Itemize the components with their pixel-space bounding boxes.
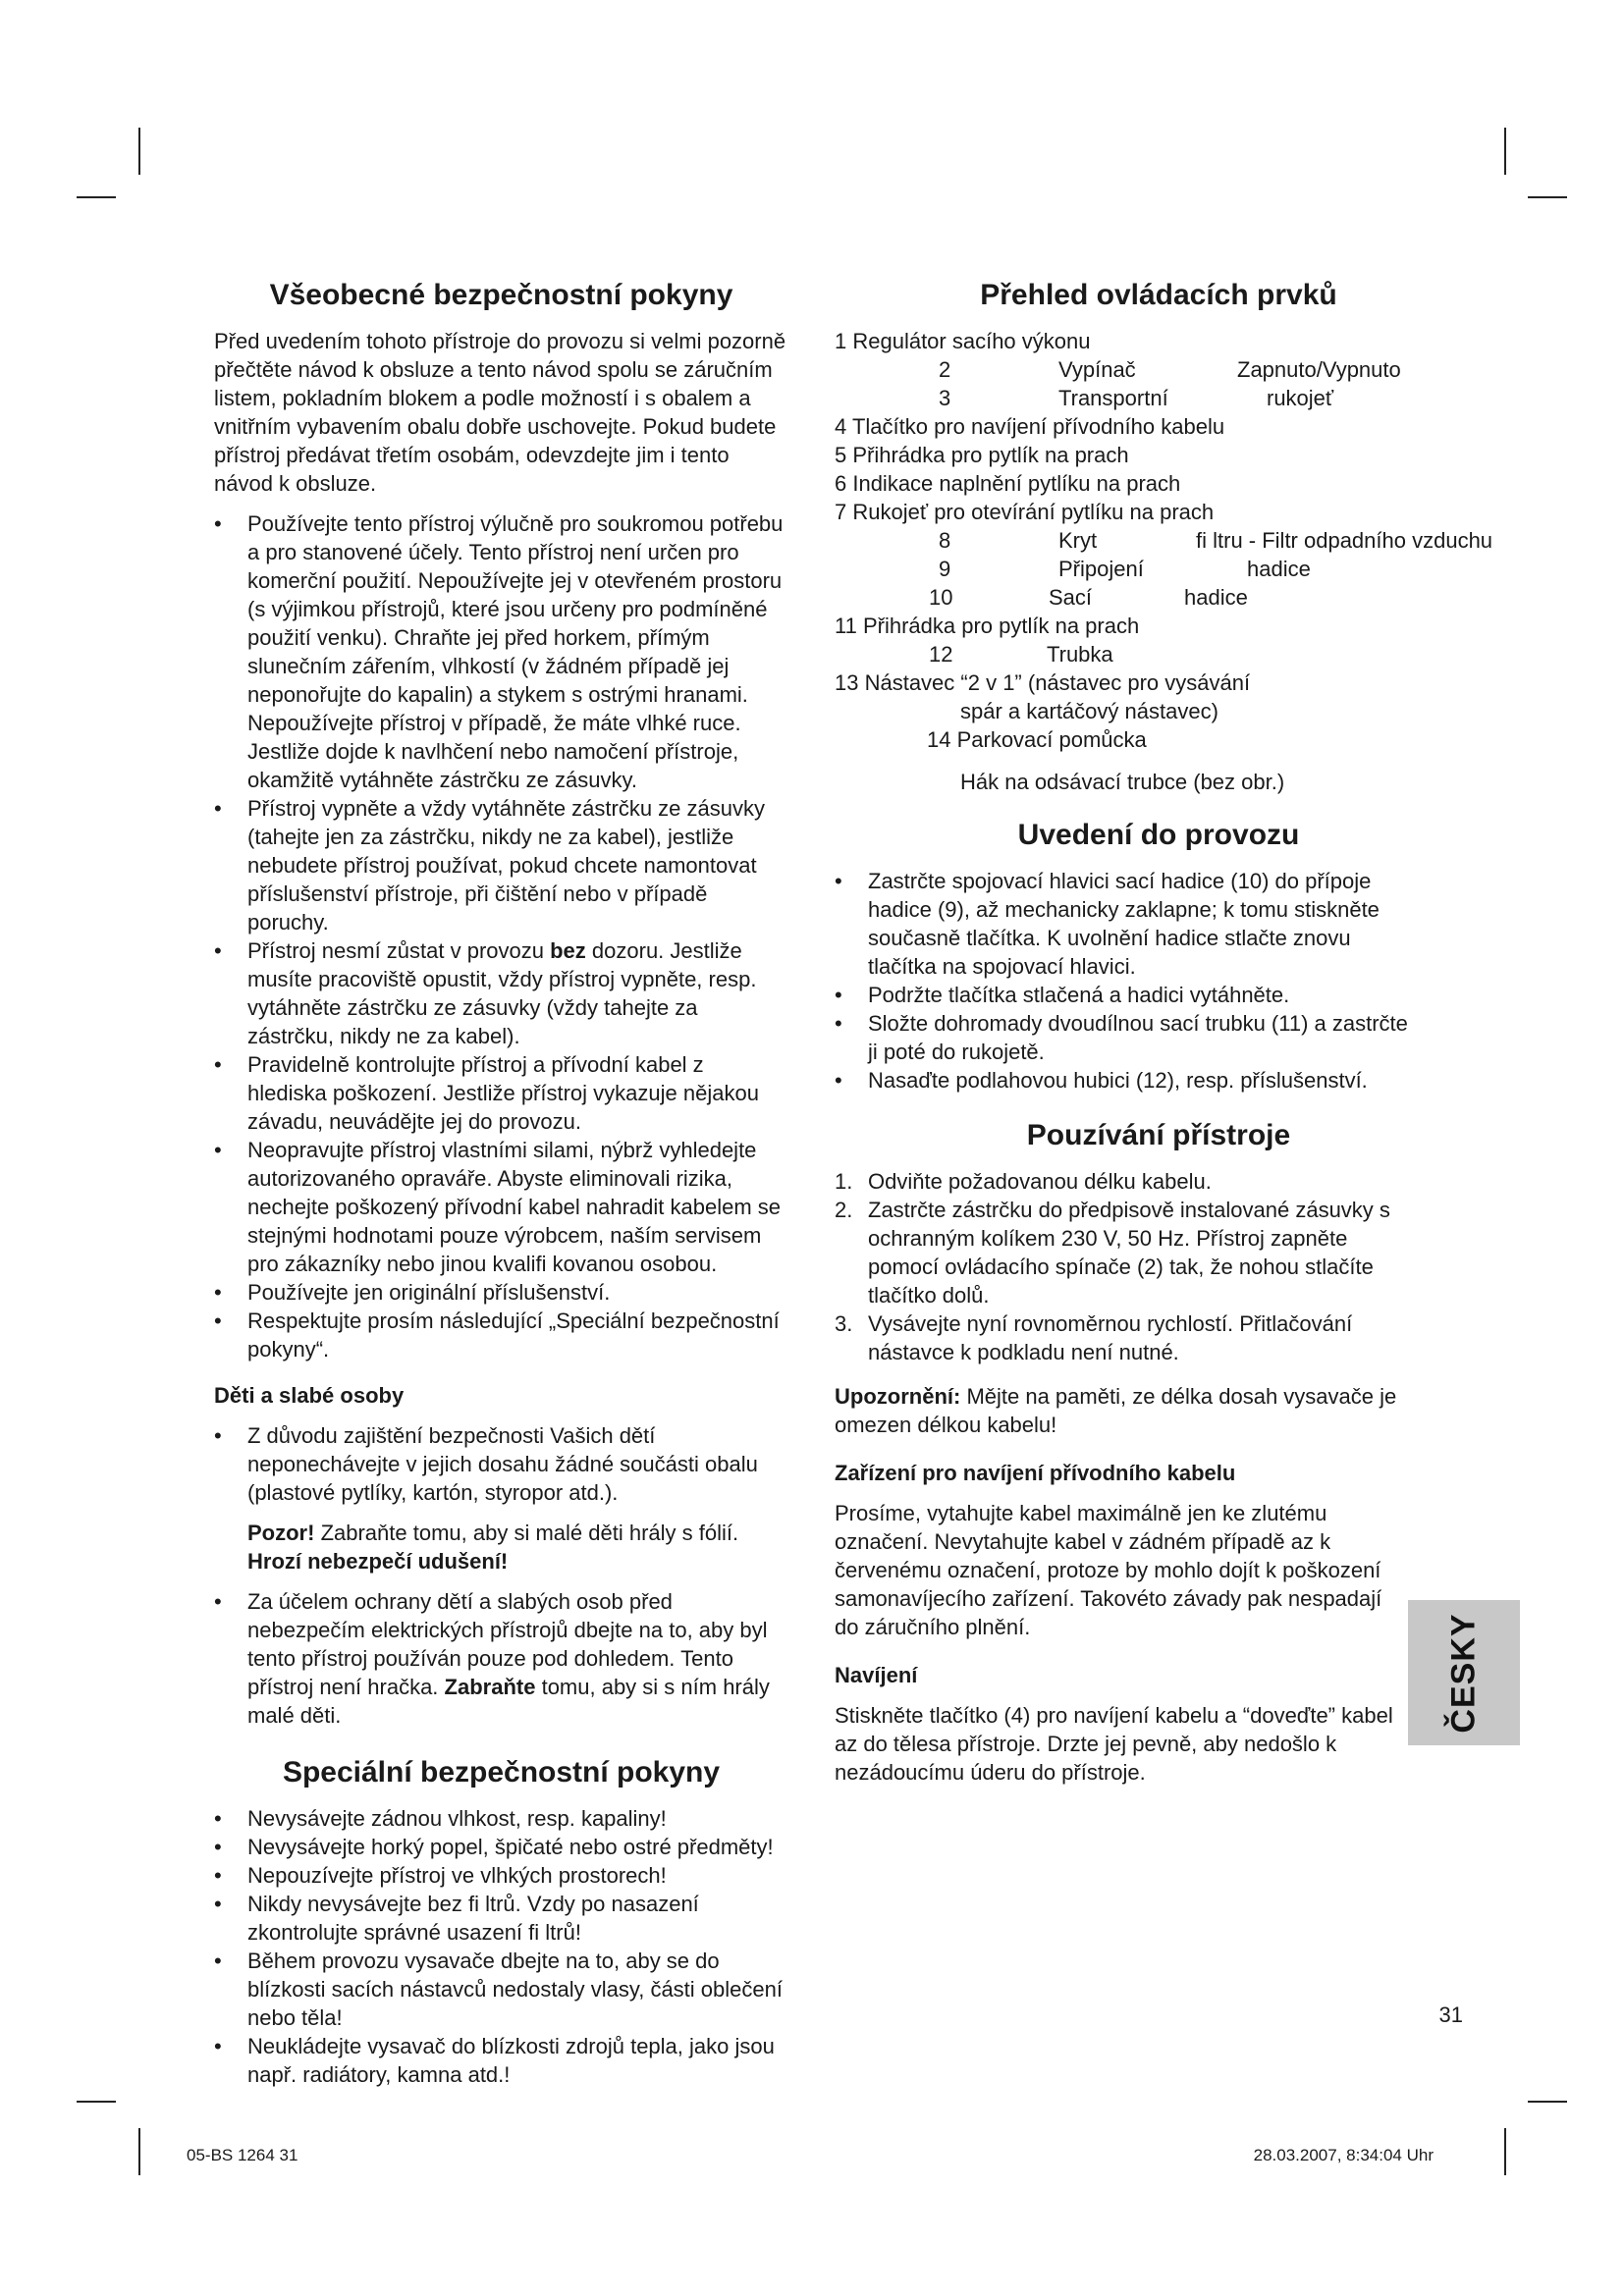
children-list-2 [214,1587,788,1730]
list-item-label: hadice [1184,585,1248,610]
general-safety-title: Všeobecné bezpečnostní pokyny [269,279,733,311]
list-item: • Nikdy nevysávejte bez fi ltrů. Vzdy po nasazení zkontrolujte správné usazení fi ltrů! [214,1890,788,1947]
warning-paragraph: Pozor! Zabraňte tomu, aby si malé děti hrály s fólií. Hrozí nebezpečí udušení! [247,1521,739,1574]
list-item-label: Trubka [1047,642,1113,667]
list-item: 1 Regulátor sacího výkonu [835,329,1091,353]
list-item: • Pravidelně kontrolujte přístroj a přívodní kabel z hlediska poškození. Jestliže přístroj vykazuje nějakou závadu, neuvádějte jej do provozu. [214,1050,788,1136]
list-item: 6 Indikace naplnění pytlíku na prach [835,471,1181,496]
use-title: Pouzívání přístroje [1026,1119,1291,1151]
controls-list [835,327,1493,796]
list-item: • Neopravujte přístroj vlastními silami, nýbrž vyhledejte autorizovaného opraváře. Abyste eliminovali rizika, nechejte poškozený přívodní kabel nahradit kabelem se stejnými hodnotami pouze výrobcem, naším servisem pro zákazníky nebo jinou kvalifi kovanou osobou. [214,1136,788,1278]
list-item: • Nasaďte podlahovou hubici (12), resp. příslušenství. [835,1066,1414,1095]
list-item-label: Připojení [1058,557,1144,581]
list-item: Hák na odsávací trubce (bez obr.) [960,770,1285,794]
list-item: • Složte dohromady dvoudílnou sací trubku (11) a zastrčte ji poté do rukojetě. [835,1009,1414,1066]
list-item: 1. Odviňte požadovanou délku kabelu. [835,1169,1212,1194]
list-item-number: 3 [939,386,951,410]
list-item-label: Kryt [1058,528,1098,553]
footer-left: 05-BS 1264 31 [187,2146,298,2164]
list-item: • Nevysávejte zádnou vlhkost, resp. kapaliny! [214,1804,788,1833]
list-item: 5 Přihrádka pro pytlík na prach [835,443,1129,467]
page-number: 31 [1438,2002,1463,2027]
note-paragraph: Upozornění: Mějte na paměti, ze délka dosah vysavače je omezen délkou kabelu! [835,1384,1397,1437]
children-list [214,1421,788,1507]
controls-title: Přehled ovládacích prvků [980,279,1337,311]
list-item-label: Vypínač [1058,357,1136,382]
setup-title: Uvedení do provozu [1017,819,1300,851]
list-item: 4 Tlačítko pro navíjení přívodního kabelu [835,414,1225,439]
language-tab: ČESKY [1408,1600,1520,1745]
special-safety-title: Speciální bezpečnostní pokyny [282,1756,721,1789]
list-item: • Za účelem ochrany dětí a slabých osob před nebezpečím elektrických přístrojů dbejte na to, aby byl tento přístroj používán pouze pod dohledem. Tento přístroj není hračka. Zabraňte tomu, aby si s ním hrály malé děti. [214,1587,788,1730]
list-item: • Respektujte prosím následující „Speciální bezpečnostní pokyny“. [214,1307,788,1363]
list-item: 7 Rukojeť pro otevírání pytlíku na prach [835,500,1215,524]
list-item-number: 9 [939,557,951,581]
list-item-number: 10 [929,585,953,610]
crop-mark [1528,2101,1567,2103]
list-item: • Během provozu vysavače dbejte na to, aby se do blízkosti sacích nástavců nedostaly vlasy, části oblečení nebo těla! [214,1947,788,2032]
special-list [214,1804,788,2089]
list-item: • Přístroj vypněte a vždy vytáhněte zástrčku ze zásuvky (tahejte jen za zástrčku, nikdy ne za kabel), jestliže nebudete přístroj používat, pokud chcete namontovat příslušenství přístroje, při čištění nebo v případě poruchy. [214,794,788,936]
list-item: • Z důvodu zajištění bezpečnosti Vašich dětí neponechávejte v jejich dosahu žádné součásti obalu (plastové pytlíky, kartón, styropor atd.). [214,1421,788,1507]
list-item: 2. Zastrčte zástrčku do předpisově instalované zásuvky s ochranným kolíkem 230 V, 50 Hz. Přístroj zapněte pomocí ovládacího spínače (2) tak, že nohou stlačíte tlačítko dolů. [835,1198,1390,1308]
list-item-number: 8 [939,528,951,553]
cable-paragraph: Prosíme, vytahujte kabel maximálně jen ke zlutému označení. Nevytahujte kabel v zádném případě az k červenému označení, protoze by mohlo dojít k poškození samonavíjecího zařízení. Takovéto závady pak nespadají do záručního plnění. [835,1501,1382,1639]
list-item: • Neukládejte vysavač do blízkosti zdrojů tepla, jako jsou např. radiátory, kamna atd.! [214,2032,788,2089]
list-item: • Nevysávejte horký popel, špičaté nebo ostré předměty! [214,1833,788,1861]
setup-list [835,867,1414,1095]
winding-heading: Navíjení [835,1663,918,1687]
list-item: • Zastrčte spojovací hlavici sací hadice (10) do přípoje hadice (9), až mechanicky zaklapne; k tomu stiskněte současně tlačítka. K uvolnění hadice stlačte znovu tlačítka na spojovací hlavici. [835,867,1414,981]
cable-heading: Zařízení pro navíjení přívodního kabelu [835,1461,1236,1485]
list-item-label: rukojeť [1267,386,1334,410]
list-item: 14 Parkovací pomůcka [927,727,1147,752]
crop-mark [1528,196,1567,198]
list-item-label: spár a kartáčový nástavec) [960,699,1218,723]
list-item: • Používejte jen originální příslušenství. [214,1278,788,1307]
list-item-label: hadice [1247,557,1311,581]
list-item: • Používejte tento přístroj výlučně pro soukromou potřebu a pro stanovené účely. Tento přístroj není určen pro komerční použití. Nepoužívejte jej v otevřeném prostoru (s výjimkou přístrojů, které jsou určeny pro podmíněné použití venku). Chraňte jej před horkem, přímým slunečním zářením, vlhkostí (v žádném případě jej neponořujte do kapalin) a stykem s ostrými hranami. Nepoužívejte přístroj v případě, že máte vlhké ruce. Jestliže dojde k navlhčení nebo namočení přístroje, okamžitě vytáhněte zástrčku ze zásuvky. [214,509,788,794]
list-item: • Přístroj nesmí zůstat v provozu bez dozoru. Jestliže musíte pracoviště opustit, vždy přístroj vypněte, resp. vytáhněte zástrčku ze zásuvky (vždy tahejte za zástrčku, nikdy ne za kabel). [214,936,788,1050]
crop-mark [138,128,140,175]
list-item: • Nepouzívejte přístroj ve vlhkých prostorech! [214,1861,788,1890]
winding-paragraph: Stiskněte tlačítko (4) pro navíjení kabelu a “doveďte” kabel az do tělesa přístroje. Drzte jej pevně, aby nedošlo k nezádoucímu úderu do přístroje. [835,1703,1393,1785]
crop-mark [77,196,116,198]
list-item-number: 12 [929,642,953,667]
safety-list [214,509,788,1363]
list-item: 11 Přihrádka pro pytlík na prach [835,614,1140,638]
intro-paragraph: Před uvedením tohoto přístroje do provozu si velmi pozorně přečtěte návod k obsluze a tento návod spolu se záručním listem, pokladním blokem a podle možností i s obalem a vnitřním vybavením obalu dobře uschovejte. Pokud budete přístroj předávat třetím osobám, odevzdejte jim i tento návod k obsluze. [214,329,786,496]
footer-right: 28.03.2007, 8:34:04 Uhr [1253,2146,1434,2164]
list-item-label: Zapnuto/Vypnuto [1237,357,1401,382]
left-column [214,278,788,2089]
list-item: • Podržte tlačítka stlačená a hadici vytáhněte. [835,981,1414,1009]
crop-mark [1504,2128,1506,2175]
list-item-label: Sací [1049,585,1093,610]
list-item: 3. Vysávejte nyní rovnoměrnou rychlostí. Přitlačování nástavce k podkladu není nutné. [835,1311,1353,1364]
crop-mark [77,2101,116,2103]
list-item-number: 2 [939,357,951,382]
list-item-label: Transportní [1058,386,1168,410]
children-heading: Děti a slabé osoby [214,1383,405,1408]
crop-mark [138,2128,140,2175]
list-item: 13 Nástavec “2 v 1” (nástavec pro vysávání [835,670,1251,695]
right-column [835,278,1493,1787]
list-item-label: fi ltru - Filtr odpadního vzduchu [1196,528,1493,553]
use-steps [835,1167,1414,1366]
crop-mark [1504,128,1506,175]
